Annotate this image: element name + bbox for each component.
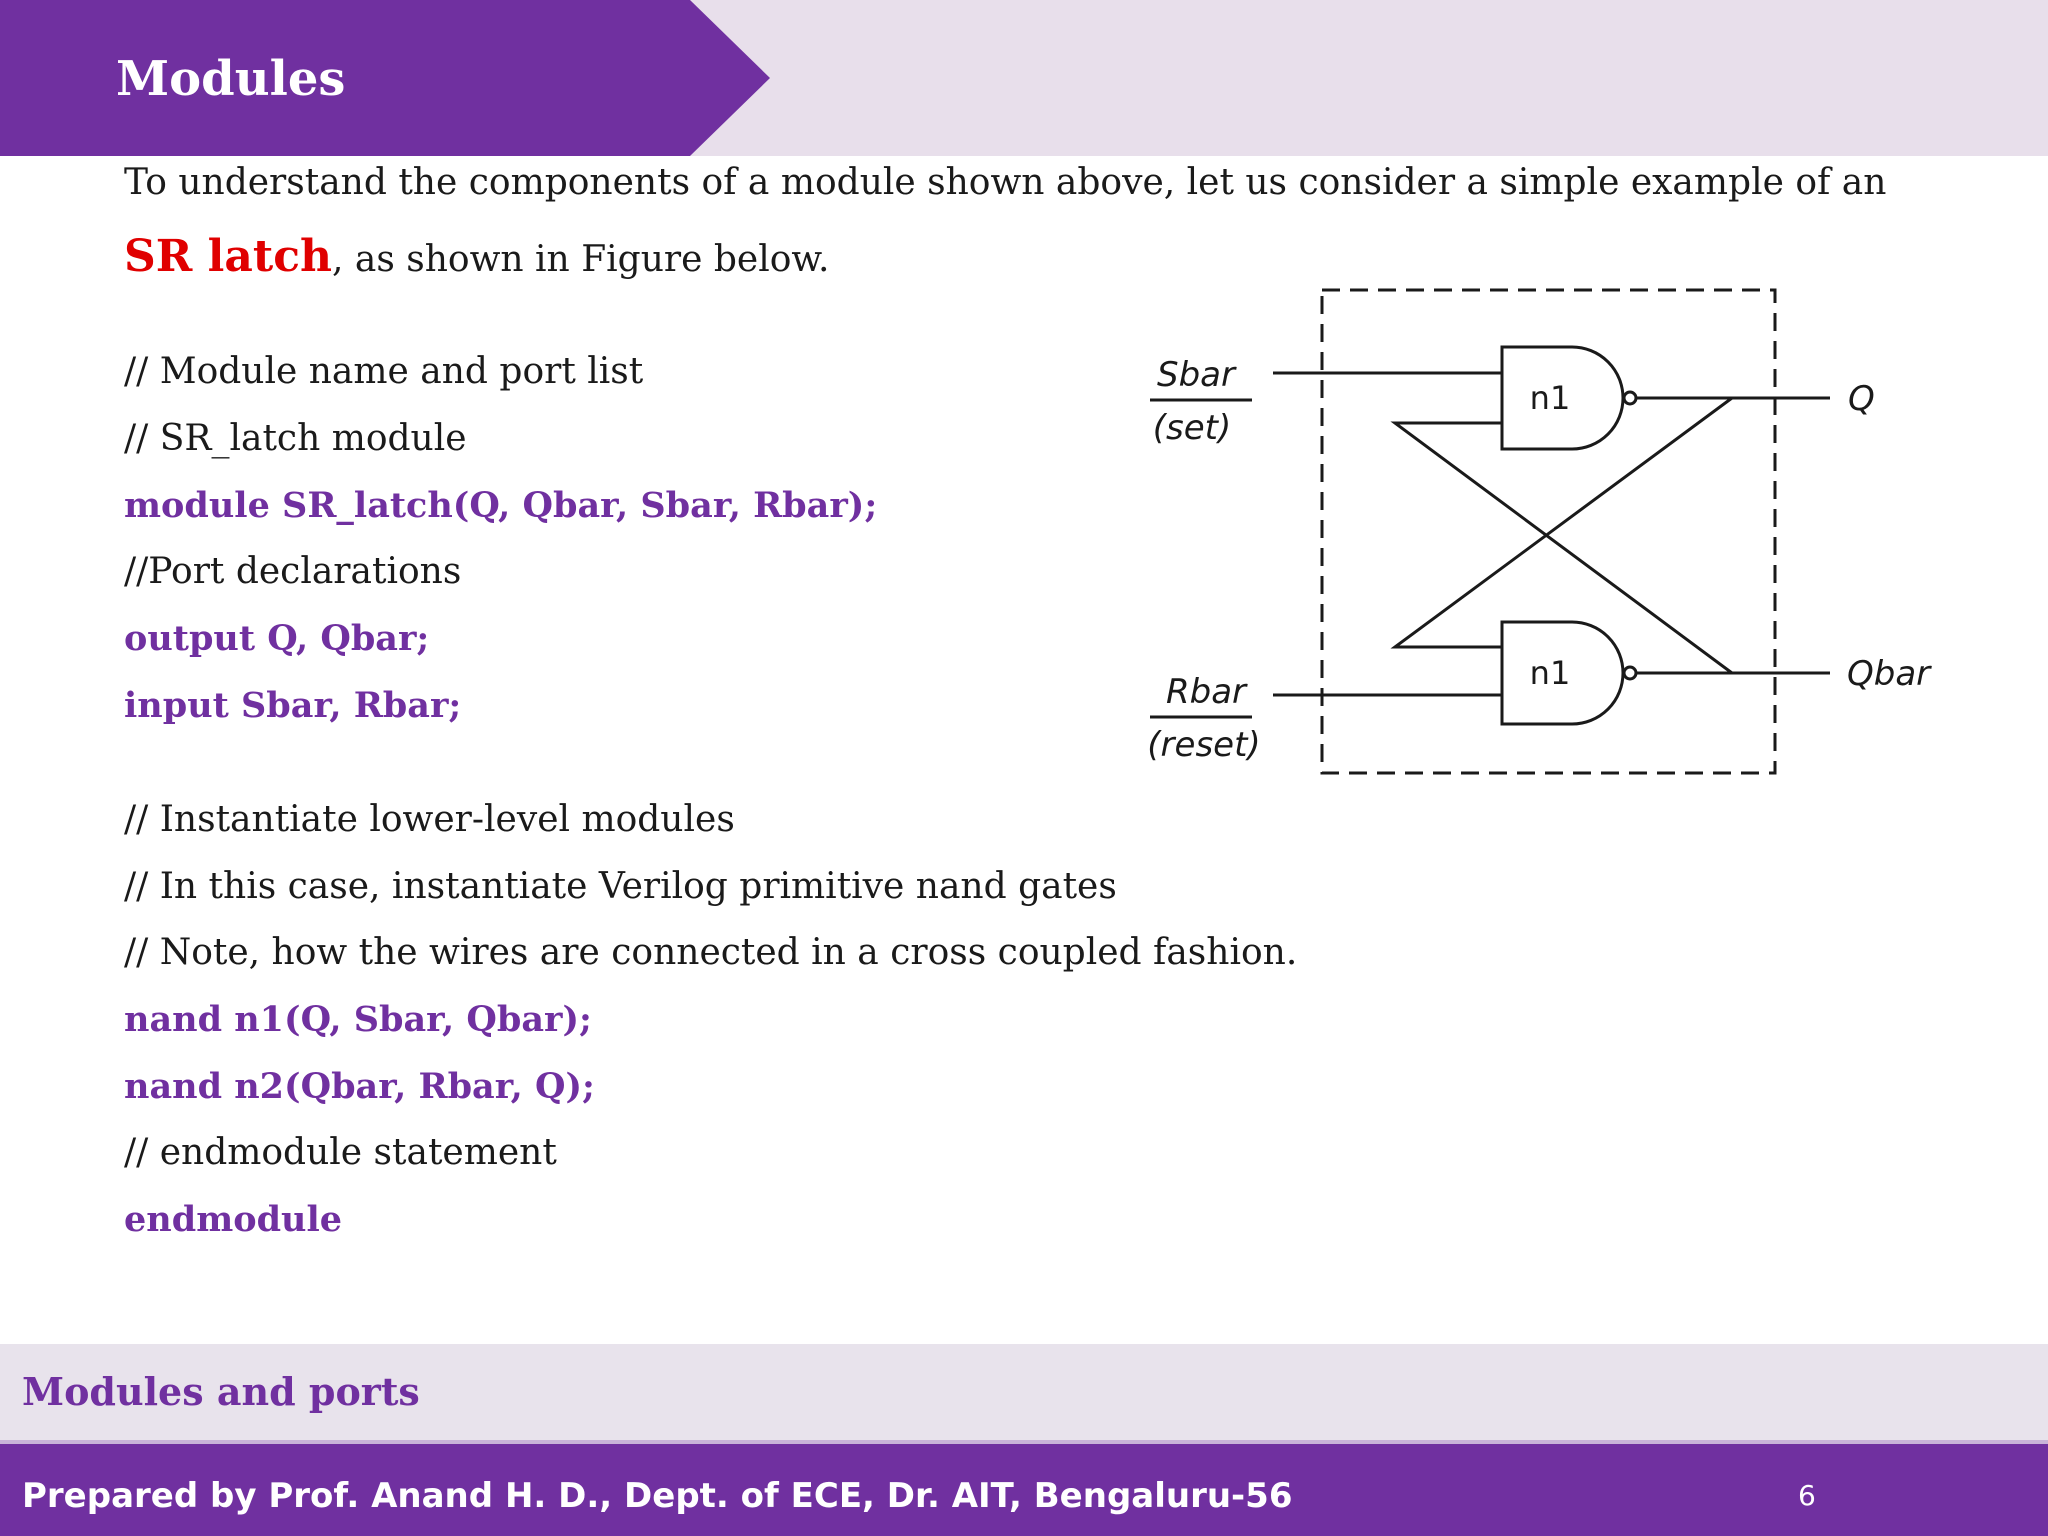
code-line-comment: //Port declarations (124, 551, 462, 592)
slide-title: Modules (116, 51, 346, 107)
module-boundary-box (1322, 290, 1775, 773)
qbar-label: Qbar (1847, 654, 1931, 694)
inversion-bubble-top (1624, 392, 1636, 404)
code-line-comment: // Module name and port list (124, 351, 644, 392)
reset-label: (reset) (1147, 725, 1261, 765)
code-line-endmodule: endmodule (124, 1199, 343, 1240)
code-line-nand-n2: nand n2(Qbar, Rbar, Q); (124, 1066, 595, 1107)
q-label: Q (1848, 379, 1875, 419)
intro-line-1: To understand the components of a module shown above, let us consider a simple example of an (124, 162, 1887, 203)
footer-subtitle: Modules and ports (22, 1369, 420, 1414)
code-line-comment: // endmodule statement (124, 1132, 557, 1173)
code-line-nand-n1: nand n1(Q, Sbar, Qbar); (124, 999, 592, 1040)
feedback-q-to-bottom (1395, 398, 1732, 647)
set-label: (set) (1152, 408, 1232, 448)
code-line-output-decl: output Q, Qbar; (124, 618, 430, 659)
inversion-bubble-bottom (1624, 667, 1636, 679)
code-line-comment: // Note, how the wires are connected in a cross coupled fashion. (124, 932, 1298, 973)
footer-credit: Prepared by Prof. Anand H. D., Dept. of ECE, Dr. AIT, Bengaluru-56 (22, 1476, 1293, 1516)
sbar-label: Sbar (1157, 355, 1235, 395)
code-line-comment: // Instantiate lower-level modules (124, 799, 735, 840)
sr-latch-highlight: SR latch (124, 231, 332, 282)
feedback-qbar-to-top (1395, 423, 1732, 673)
code-line-module-decl: module SR_latch(Q, Qbar, Sbar, Rbar); (124, 485, 878, 526)
intro-line-2 (124, 231, 830, 283)
rbar-label: Rbar (1165, 672, 1247, 712)
gate-top-label: n1 (1529, 379, 1571, 417)
code-line-comment: // SR_latch module (124, 418, 467, 459)
gate-bottom-label: n1 (1529, 654, 1571, 692)
code-line-input-decl: input Sbar, Rbar; (124, 685, 462, 726)
intro-line-2-rest: , as shown in Figure below. (332, 239, 830, 280)
code-line-comment: // In this case, instantiate Verilog primitive nand gates (124, 866, 1117, 907)
sr-latch-diagram (1130, 275, 1960, 795)
page-number: 6 (1798, 1479, 1816, 1512)
